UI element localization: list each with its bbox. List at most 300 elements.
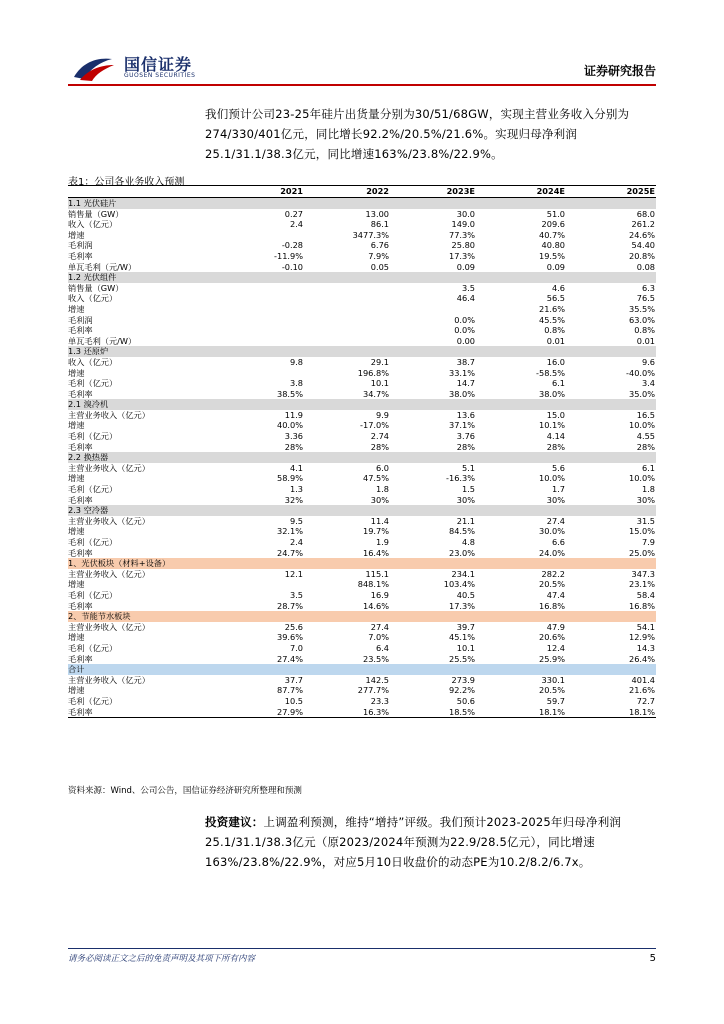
table-cell — [304, 315, 390, 326]
table-cell: 848.1% — [357, 579, 389, 590]
table-cell — [390, 198, 476, 209]
table-cell: 28% — [284, 441, 303, 452]
row-label: 毛利率 — [68, 547, 93, 558]
table-cell — [566, 198, 656, 209]
table-cell: 54.1 — [636, 621, 655, 632]
table-cell: 38.7 — [456, 356, 475, 367]
table-cell — [390, 346, 476, 357]
table-cell: 13.6 — [456, 409, 475, 420]
table-cell: 9.5 — [289, 515, 303, 526]
row-label: 增速 — [68, 685, 85, 696]
table-section-row — [68, 664, 656, 675]
table-cell: 56.5 — [546, 293, 565, 304]
table-cell: 0.05 — [370, 261, 389, 272]
table-cell: 7.0% — [368, 632, 389, 643]
table-cell: 1.8 — [641, 484, 655, 495]
table-cell: 18.5% — [390, 707, 476, 718]
table-cell — [390, 452, 476, 463]
column-header: 2024E — [476, 186, 566, 198]
forecast-paragraph: 我们预计公司23-25年硅片出货量分别为30/51/68GW，实现主营业务收入分别为274/330/401亿元，同比增长92.2%/20.5%/21.6%。实现归母净利润25.1/31.1/38.3亿元，同比增速163%/23.8%/22.9%。 — [205, 107, 630, 161]
table-cell — [304, 399, 390, 410]
table-cell — [218, 272, 304, 283]
row-label: 销售量（GW） — [68, 282, 124, 293]
column-header: 2022 — [304, 186, 390, 198]
table-cell — [218, 452, 304, 463]
table-cell: 10.1 — [456, 642, 475, 653]
row-label: 收入（亿元） — [68, 293, 118, 304]
table-cell: 5.1 — [461, 462, 475, 473]
row-label: 主营业务收入（亿元） — [68, 674, 150, 685]
table-row — [68, 696, 656, 707]
table-section-row — [68, 346, 656, 357]
table-row — [68, 548, 656, 559]
table-cell: 10.1 — [370, 378, 389, 389]
table-row — [68, 304, 656, 315]
table-row — [68, 315, 656, 326]
table-cell: -40.0% — [626, 367, 655, 378]
table-section-row — [68, 272, 656, 283]
table-cell: 1.8 — [375, 484, 389, 495]
table-cell: -17.0% — [360, 420, 389, 431]
table-cell — [476, 558, 566, 569]
table-cell — [304, 198, 390, 209]
table-cell — [390, 505, 476, 516]
row-label: 1、光伏板块（材料+设备） — [68, 558, 218, 569]
table-row — [68, 336, 656, 347]
table-row — [68, 473, 656, 484]
footer-divider — [68, 948, 656, 949]
table-cell: 28% — [370, 441, 389, 452]
table-cell: 40.7% — [538, 229, 565, 240]
table-row — [68, 590, 656, 601]
table-cell — [218, 505, 304, 516]
table-row — [68, 442, 656, 453]
table-cell — [476, 505, 566, 516]
table-cell: 11.9 — [284, 409, 303, 420]
report-type: 证券研究报告 — [583, 64, 656, 78]
table-cell: 28.7% — [276, 600, 303, 611]
table-cell: 37.7 — [284, 674, 303, 685]
table-row — [68, 357, 656, 368]
table-cell — [218, 304, 304, 315]
table-section-row — [68, 611, 656, 622]
table-row — [68, 579, 656, 590]
table-cell — [390, 399, 476, 410]
row-label: 毛利润 — [68, 314, 93, 325]
table-cell — [566, 346, 656, 357]
table-row — [68, 219, 656, 230]
table-cell: 209.6 — [541, 219, 565, 230]
table-cell: 20.6% — [538, 632, 565, 643]
table-cell: 0.27 — [284, 208, 303, 219]
table-cell: 1.5 — [461, 484, 475, 495]
table-cell: 4.6 — [551, 282, 565, 293]
table-cell — [390, 272, 476, 283]
table-cell: 25.5% — [448, 653, 475, 664]
table-row — [68, 378, 656, 389]
table-cell: 17.3% — [448, 600, 475, 611]
table-row — [68, 410, 656, 421]
table-cell: 16.3% — [304, 707, 390, 718]
table-cell: 9.9 — [375, 409, 389, 420]
table-row — [68, 526, 656, 537]
table-cell — [476, 346, 566, 357]
table-cell — [390, 558, 476, 569]
table-cell: 16.0 — [546, 356, 565, 367]
table-row — [68, 685, 656, 696]
table-cell: 92.2% — [448, 685, 475, 696]
table-cell — [390, 304, 476, 315]
table-cell: 39.7 — [456, 621, 475, 632]
row-label: 毛利率 — [68, 388, 93, 399]
table-cell: 87.7% — [276, 685, 303, 696]
row-label: 毛利（亿元） — [68, 642, 118, 653]
table-cell — [304, 336, 390, 347]
table-cell: 282.2 — [541, 568, 565, 579]
table-cell: 0.00 — [456, 335, 475, 346]
table-cell — [566, 558, 656, 569]
table-cell: 261.2 — [631, 219, 655, 230]
table-title: 表1：公司各业务收入预测 — [68, 177, 185, 188]
table-cell — [566, 611, 656, 622]
table-cell: 1.7 — [551, 484, 565, 495]
table-row — [68, 251, 656, 262]
row-label: 1.1 光伏硅片 — [68, 198, 218, 209]
row-label: 毛利率 — [68, 707, 218, 718]
table-row — [68, 516, 656, 527]
guosen-logo-icon — [72, 53, 116, 83]
table-cell: 35.0% — [628, 388, 655, 399]
table-cell: 0.09 — [546, 261, 565, 272]
table-cell — [304, 283, 390, 294]
table-cell: 16.5 — [636, 409, 655, 420]
table-cell — [218, 664, 304, 675]
table-cell: 47.9 — [546, 621, 565, 632]
table-cell: 12.4 — [546, 642, 565, 653]
table-cell: -0.10 — [281, 261, 303, 272]
table-cell: 46.4 — [456, 293, 475, 304]
row-label: 主营业务收入（亿元） — [68, 462, 150, 473]
table-cell: 9.6 — [641, 356, 655, 367]
table-cell: 3477.3% — [352, 229, 389, 240]
table-cell: 14.6% — [362, 600, 389, 611]
table-cell: 234.1 — [451, 568, 475, 579]
table-cell: 2.74 — [370, 431, 389, 442]
table-cell: 3.8 — [289, 378, 303, 389]
table-cell: 0.08 — [636, 261, 655, 272]
table-cell: 23.1% — [628, 579, 655, 590]
table-cell: 20.5% — [538, 579, 565, 590]
table-cell — [304, 304, 390, 315]
table-cell: -0.28 — [281, 240, 303, 251]
table-cell: 3.5 — [461, 282, 475, 293]
table-cell: 4.8 — [461, 537, 475, 547]
table-cell — [304, 558, 390, 569]
table-cell — [476, 272, 566, 283]
page-number: 5 — [649, 953, 656, 964]
table-row — [68, 654, 656, 665]
table-cell — [218, 198, 304, 209]
table-cell: 10.0% — [628, 473, 655, 484]
revenue-forecast-table — [68, 185, 656, 718]
table-source: 资料来源：Wind、公司公告，国信证券经济研究所整理和预测 — [68, 786, 302, 796]
table-cell — [476, 399, 566, 410]
table-cell: 1.9 — [375, 537, 389, 547]
row-label: 主营业务收入（亿元） — [68, 621, 150, 632]
table-cell: 54.40 — [631, 240, 655, 251]
row-label: 主营业务收入（亿元） — [68, 568, 150, 579]
table-cell: 25.0% — [628, 547, 655, 558]
table-cell: 6.0 — [375, 462, 389, 473]
row-label: 主营业务收入（亿元） — [68, 515, 150, 526]
table-cell: 31.5 — [636, 515, 655, 526]
table-cell: 38.0% — [448, 388, 475, 399]
table-cell: 0.01 — [546, 335, 565, 346]
table-cell: 16.9 — [370, 589, 389, 600]
table-row — [68, 675, 656, 686]
table-cell: 24.7% — [276, 547, 303, 558]
table-cell: 0.09 — [456, 261, 475, 272]
table-cell: 149.0 — [451, 219, 475, 230]
table-cell: 1.3 — [289, 484, 303, 495]
brand-name-en: GUOSEN SECURITIES — [124, 72, 196, 79]
table-cell: 6.3 — [641, 282, 655, 293]
table-cell: 76.5 — [636, 293, 655, 304]
table-cell — [218, 325, 304, 336]
table-row — [68, 495, 656, 506]
table-cell: 6.1 — [641, 462, 655, 473]
row-label: 单瓦毛利（元/W） — [68, 261, 137, 272]
table-cell: 21.6% — [538, 303, 565, 314]
table-cell — [218, 293, 304, 304]
table-cell: 25.9% — [538, 653, 565, 664]
table-cell: 32% — [284, 494, 303, 505]
table-row — [68, 601, 656, 612]
table-cell: 30% — [456, 494, 475, 505]
table-cell: 103.4% — [443, 579, 475, 590]
table-cell: 9.8 — [289, 356, 303, 367]
table-cell — [218, 611, 304, 622]
table-row — [68, 293, 656, 304]
table-cell — [566, 452, 656, 463]
column-header: 2025E — [566, 186, 656, 198]
page-header — [0, 0, 724, 90]
table-cell: 58.4 — [636, 589, 655, 600]
table-cell: 6.1 — [551, 378, 565, 389]
table-cell: 15.0% — [628, 526, 655, 537]
table-row — [68, 209, 656, 220]
table-cell: 2.4 — [289, 537, 303, 547]
table-cell: 30% — [636, 494, 655, 505]
table-cell — [476, 198, 566, 209]
table-cell: 30% — [370, 494, 389, 505]
table-cell: 4.14 — [546, 431, 565, 442]
table-cell: 5.6 — [551, 462, 565, 473]
table-cell — [566, 505, 656, 516]
table-cell: 14.7 — [456, 378, 475, 389]
row-label: 2.3 空冷器 — [68, 505, 218, 516]
table-cell: 38.0% — [538, 388, 565, 399]
table-cell — [304, 293, 390, 304]
table-cell: 20.8% — [628, 250, 655, 261]
column-header: 2021 — [218, 186, 304, 198]
row-label: 增速 — [68, 632, 85, 643]
table-cell: 37.1% — [448, 420, 475, 431]
table-cell — [476, 664, 566, 675]
table-cell: 30.0 — [456, 208, 475, 219]
table-row — [68, 431, 656, 442]
table-cell: 84.5% — [448, 526, 475, 537]
table-cell: 3.76 — [456, 431, 475, 442]
table-cell — [304, 611, 390, 622]
row-label: 增速 — [68, 229, 85, 240]
row-label: 收入（亿元） — [68, 219, 118, 230]
table-cell: 29.1 — [370, 356, 389, 367]
table-cell: 77.3% — [448, 229, 475, 240]
table-row — [68, 569, 656, 580]
table-cell: 45.5% — [538, 314, 565, 325]
table-cell — [218, 230, 304, 241]
header-divider — [68, 84, 656, 86]
row-label: 毛利（亿元） — [68, 537, 118, 547]
table-cell — [218, 283, 304, 294]
row-label: 单瓦毛利（元/W） — [68, 335, 137, 346]
row-label: 毛利（亿元） — [68, 484, 118, 495]
table-cell: 3.4 — [641, 378, 655, 389]
table-cell — [218, 399, 304, 410]
table-header-row — [68, 186, 656, 198]
table-cell: -58.5% — [536, 367, 565, 378]
table-cell: 27.4 — [546, 515, 565, 526]
table-cell: 27.9% — [218, 707, 304, 718]
table-cell: 24.0% — [538, 547, 565, 558]
table-cell: 14.3 — [636, 642, 655, 653]
table-cell: 39.6% — [276, 632, 303, 643]
table-cell: 23.3 — [370, 695, 389, 706]
row-label: 毛利（亿元） — [68, 431, 118, 442]
advice-body: 上调盈利预测，维持“增持”评级。我们预计2023-2025年归母净利润25.1/31.1/38.3亿元（原2023/2024年预测为22.9/28.5亿元），同比增速163%/23.8%/22.9%，对应5月10日收盘价的动态PE为10.2/8.2/6.7x。 — [205, 815, 622, 869]
table-section-row — [68, 198, 656, 209]
table-cell: 10.5 — [284, 695, 303, 706]
table-cell: 27.4 — [370, 621, 389, 632]
footer-disclaimer: 请务必阅读正文之后的免责声明及其项下所有内容 — [68, 954, 256, 964]
table-section-row — [68, 452, 656, 463]
row-label: 毛利率 — [68, 325, 93, 336]
table-cell: 7.9 — [641, 537, 655, 547]
table-cell: 45.1% — [448, 632, 475, 643]
table-row — [68, 463, 656, 474]
table-cell: 35.5% — [628, 303, 655, 314]
table-cell: 17.3% — [448, 250, 475, 261]
table-cell: 330.1 — [541, 674, 565, 685]
row-label: 毛利率 — [68, 600, 93, 611]
table-row — [68, 707, 656, 718]
table-cell: 2.4 — [289, 219, 303, 230]
table-cell: 13.00 — [365, 208, 389, 219]
table-cell: 401.4 — [631, 674, 655, 685]
table-cell: 23.5% — [362, 653, 389, 664]
table-cell — [566, 399, 656, 410]
table-cell: 277.7% — [357, 685, 389, 696]
table-cell: 58.9% — [276, 473, 303, 484]
row-label: 增速 — [68, 473, 85, 484]
table-cell — [218, 336, 304, 347]
table-cell: 0.0% — [454, 314, 475, 325]
table-cell: 25.6 — [284, 621, 303, 632]
row-label: 收入（亿元） — [68, 356, 118, 367]
table-cell: 50.6 — [456, 695, 475, 706]
table-cell: 0.8% — [544, 325, 565, 336]
table-cell: 59.7 — [546, 695, 565, 706]
table-cell: 24.6% — [628, 229, 655, 240]
table-row — [68, 368, 656, 379]
table-cell: 7.9% — [368, 250, 389, 261]
table-cell: 18.1% — [566, 707, 656, 718]
table-cell: 4.1 — [289, 462, 303, 473]
table-row — [68, 283, 656, 294]
table-row — [68, 262, 656, 273]
table-cell — [566, 272, 656, 283]
table-cell: 3.36 — [284, 431, 303, 442]
table-row — [68, 420, 656, 431]
table-cell: 30.0% — [538, 526, 565, 537]
table-cell: 15.0 — [546, 409, 565, 420]
row-label: 合计 — [68, 664, 218, 675]
table-cell: 47.5% — [362, 473, 389, 484]
table-cell: 51.0 — [546, 208, 565, 219]
table-cell: 68.0 — [636, 208, 655, 219]
table-cell: 12.9% — [628, 632, 655, 643]
row-label: 毛利（亿元） — [68, 378, 118, 389]
table-cell: 47.4 — [546, 589, 565, 600]
table-cell: 40.80 — [541, 240, 565, 251]
table-cell — [476, 452, 566, 463]
row-label: 毛利（亿元） — [68, 695, 118, 706]
table-cell: 12.1 — [284, 568, 303, 579]
table-cell: 7.0 — [289, 642, 303, 653]
table-cell: 11.4 — [370, 515, 389, 526]
table-row — [68, 537, 656, 548]
row-label: 2.1 溴冷机 — [68, 399, 218, 410]
table-cell: 72.7 — [636, 695, 655, 706]
table-cell: 21.1 — [456, 515, 475, 526]
table-cell: 6.76 — [370, 240, 389, 251]
table-cell — [304, 452, 390, 463]
row-label: 1.2 光伏组件 — [68, 272, 218, 283]
row-label: 毛利（亿元） — [68, 589, 118, 600]
column-header: 2023E — [390, 186, 476, 198]
brand-name-cn: 国信证券 — [124, 55, 193, 74]
table-section-row — [68, 558, 656, 569]
table-cell: 38.5% — [276, 388, 303, 399]
advice-lead: 投资建议： — [205, 815, 264, 829]
table-cell: 16.8% — [628, 600, 655, 611]
row-label: 毛利率 — [68, 653, 93, 664]
table-cell — [218, 558, 304, 569]
table-cell: -16.3% — [446, 473, 475, 484]
table-cell: 273.9 — [451, 674, 475, 685]
column-header — [68, 186, 218, 198]
table-cell: 0.01 — [636, 335, 655, 346]
row-label: 增速 — [68, 420, 85, 431]
table-cell: 86.1 — [370, 219, 389, 230]
table-row — [68, 643, 656, 654]
table-cell: 19.5% — [538, 250, 565, 261]
table-cell: 19.7% — [362, 526, 389, 537]
table-cell: 28% — [456, 441, 475, 452]
table-cell: 3.5 — [289, 589, 303, 600]
table-row — [68, 622, 656, 633]
